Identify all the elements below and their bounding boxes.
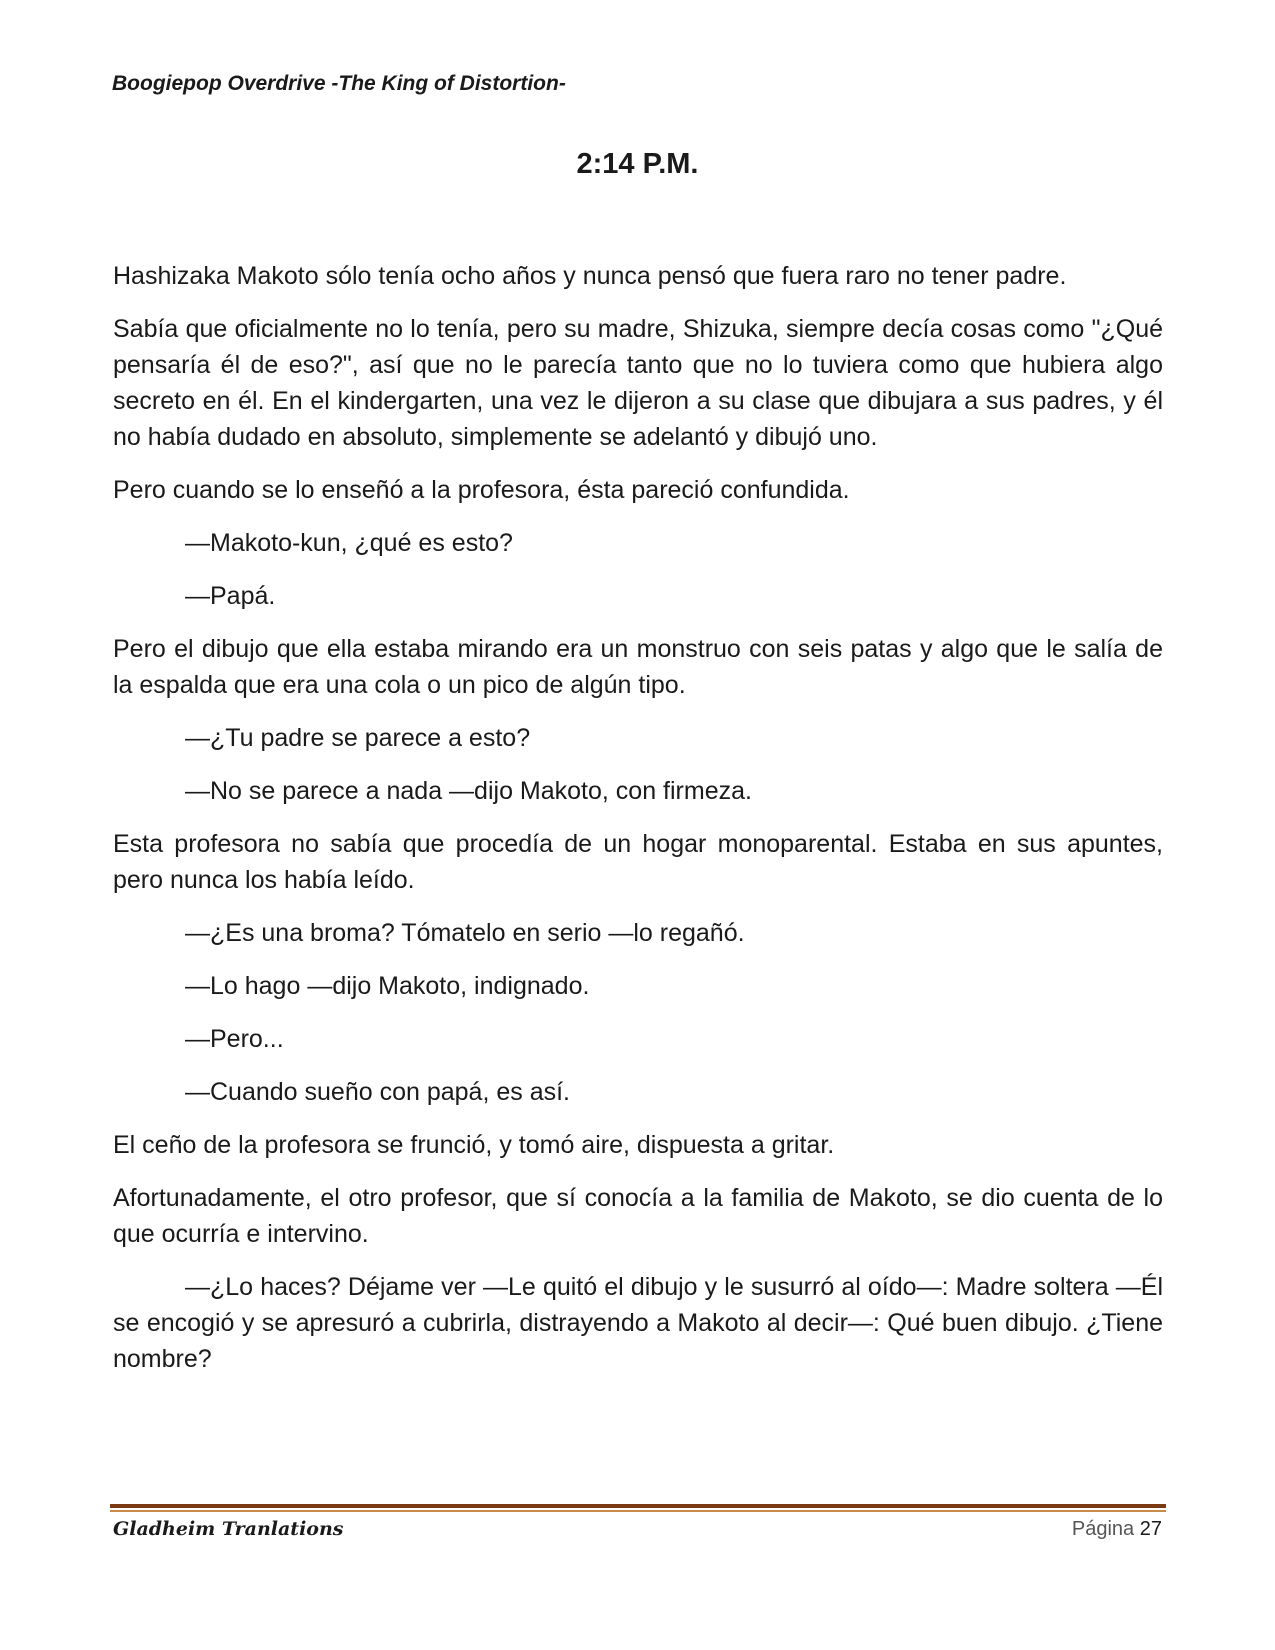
- dialogue-line: —Pero...: [185, 1025, 284, 1053]
- dialogue-line: —No se parece a nada —dijo Makoto, con firmeza.: [185, 777, 752, 805]
- paragraph: Esta profesora no sabía que procedía de un hogar monoparental. Estaba en sus apuntes, pero nunca los había leído.: [113, 830, 1163, 894]
- page-number: 27: [1139, 1518, 1162, 1540]
- paragraph: Sabía que oficialmente no lo tenía, pero su madre, Shizuka, siempre decía cosas como "¿Qué pensaría él de eso?", así que no le parecía tanto que no lo tuviera como que hubiera algo secreto en él. En el kindergarten, una vez le dijeron a su clase que dibujara a sus padres, y él no había dudado en absoluto, simplemente se adelantó y dibujó uno.: [113, 315, 1163, 451]
- paragraph: Afortunadamente, el otro profesor, que sí conocía a la familia de Makoto, se dio cuenta de lo que ocurría e intervino.: [113, 1184, 1163, 1248]
- footer-rule-light: [110, 1510, 1166, 1512]
- paragraph: Pero cuando se lo enseñó a la profesora, ésta pareció confundida.: [113, 476, 850, 504]
- paragraph: Hashizaka Makoto sólo tenía ocho años y nunca pensó que fuera raro no tener padre.: [113, 262, 1067, 290]
- page-label: Página: [1071, 1518, 1135, 1540]
- paragraph: El ceño de la profesora se frunció, y tomó aire, dispuesta a gritar.: [113, 1131, 835, 1159]
- footer-publisher: Gladheim Tranlations: [113, 1518, 344, 1540]
- page-number-area: [1072, 1518, 1162, 1541]
- dialogue-line: —Cuando sueño con papá, es así.: [185, 1078, 570, 1106]
- chapter-title: 2:14 P.M.: [576, 148, 699, 180]
- running-header: Boogiepop Overdrive -The King of Distortion-: [112, 72, 566, 95]
- dialogue-line: —¿Tu padre se parece a esto?: [185, 724, 531, 752]
- dialogue-line: —Lo hago —dijo Makoto, indignado.: [185, 972, 590, 1000]
- footer-rule: [110, 1504, 1166, 1512]
- dialogue-line: —¿Es una broma? Tómatelo en serio —lo regañó.: [185, 919, 745, 947]
- body-text: [113, 258, 1163, 1394]
- dialogue-line: —Makoto-kun, ¿qué es esto?: [185, 529, 513, 557]
- paragraph: Pero el dibujo que ella estaba mirando era un monstruo con seis patas y algo que le salía de la espalda que era una cola o un pico de algún tipo.: [113, 635, 1163, 699]
- dialogue-line: —¿Lo haces? Déjame ver —Le quitó el dibujo y le susurró al oído—: Madre soltera —Él se encogió y se apresuró a cubrirla, distrayendo a Makoto al decir—: Qué buen dibujo. ¿Tiene nombre?: [113, 1273, 1163, 1373]
- dialogue-line: —Papá.: [185, 582, 276, 610]
